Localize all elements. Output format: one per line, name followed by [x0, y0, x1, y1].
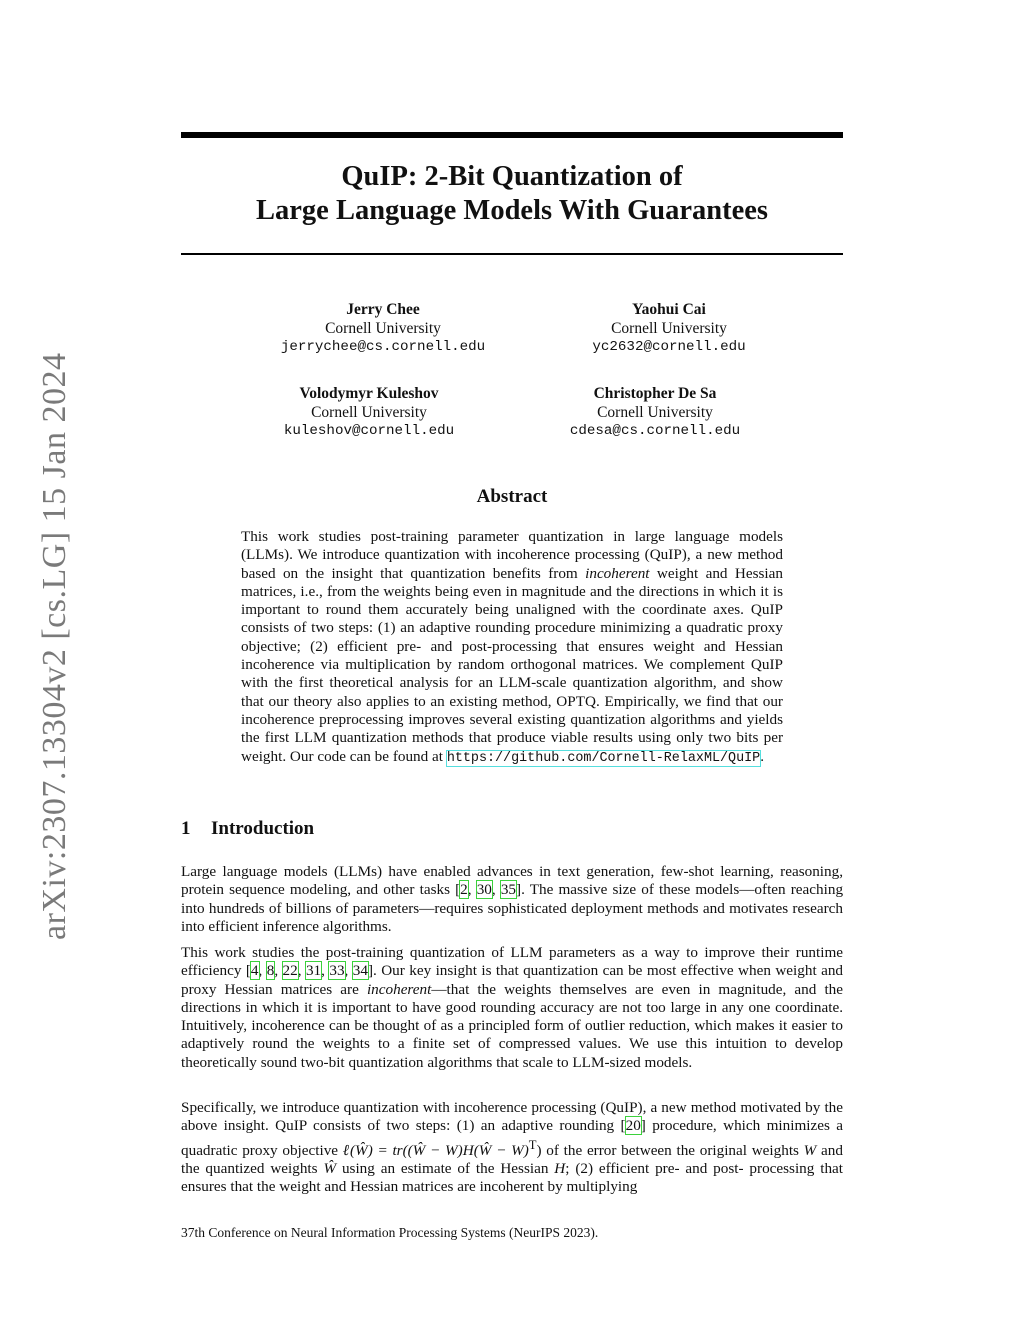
citation-link[interactable]: 30: [476, 881, 492, 899]
abstract-text: weight and Hessian matrices, i.e., from the weights being even in magnitude and the directions in which it is important to round them accurately being unaligned with the coordinate axes. QuIP consists of two steps: (1) an adaptive rounding procedure minimizing a quadratic proxy objective; (2) efficient pre- and post-processing that ensures weight and Hessian incoherence via multiplication by random orthogonal matrices. We complement QuIP with the first theoretical analysis for an LLM-scale quantization algorithm, and show that our theory also applies to an existing method, OPTQ. Empirically, we find that our incoherence preprocessing improves several existing quantization algorithms and yields the first LLM quantization methods that produce viable results using only two bits per weight. Our code can be found at: [241, 564, 783, 765]
citation-link[interactable]: 35: [500, 881, 517, 899]
para-text: ]. Our key insight is that quantization can be most effective when weight and proxy Hessian matrices are: [181, 962, 844, 998]
abstract-emphasis: incoherent: [585, 564, 650, 582]
author-block: [505, 385, 805, 441]
author-affiliation: Cornell University: [611, 319, 727, 337]
section-number: 1: [181, 818, 191, 839]
para-emphasis: incoherent: [366, 980, 432, 998]
abstract-body: [241, 528, 783, 768]
para-text: ] procedure, which minimizes a quadratic proxy objective: [181, 1117, 843, 1159]
section-heading: [181, 818, 314, 840]
citation-link[interactable]: 4: [250, 962, 259, 980]
arxiv-side-identifier: arXiv:2307.13304v2 [cs.LG] 15 Jan 2024: [36, 352, 73, 940]
abstract-heading: Abstract: [476, 486, 548, 507]
para-text: and the quantized weights: [181, 1141, 843, 1177]
para-text: ]. The massive size of these models—often reaching into hundreds of billions of parameters—requires sophisticated deployment methods and motivates research into efficient inference algorithms.: [181, 881, 844, 935]
para-text: Large language models (LLMs) have enabled advances in text generation, few-shot learning, reasoning, protein sequence modeling, and other tasks [: [181, 863, 843, 899]
para-text: Specifically, we introduce quantization with incoherence processing (QuIP), a new method motivated by the above insight. QuIP consists of two steps: (1) an adaptive rounding [: [181, 1099, 843, 1135]
intro-paragraph-3: [181, 1099, 843, 1197]
paper-title: [181, 160, 843, 228]
author-name: Volodymyr Kuleshov: [299, 385, 439, 402]
math-symbol: W: [803, 1141, 817, 1159]
citation-link[interactable]: 2: [460, 881, 468, 899]
citation-link[interactable]: 20: [625, 1117, 641, 1135]
citation-link[interactable]: 22: [282, 962, 298, 980]
author-email[interactable]: yc2632@cornell.edu: [592, 339, 746, 355]
section-title: Introduction: [211, 818, 315, 839]
math-superscript: T: [528, 1137, 537, 1152]
title-line-1: QuIP: 2-Bit Quantization of: [341, 161, 683, 192]
math-expression: ℓ(Ŵ) = tr((Ŵ − W)H(Ŵ − W): [342, 1141, 529, 1159]
author-name: Yaohui Cai: [632, 301, 706, 318]
math-symbol: H: [554, 1159, 566, 1177]
author-affiliation: Cornell University: [597, 403, 713, 421]
author-block: [519, 301, 819, 357]
author-email[interactable]: kuleshov@cornell.edu: [283, 423, 455, 439]
title-line-2: Large Language Models With Guarantees: [256, 195, 768, 226]
para-text: —that the weights themselves are even in magnitude, and the directions in which it is important to have good rounding accuracy are not too large in any one coordinate. Intuitively, incoherence can be thought of as a principled form of outlier reduction, which makes it easier to adaptively round the weights to a finite set of compressed values. We use this intuition to develop theoretically sound two-bit quantization algorithms that scale to LLM-sized models.: [181, 980, 844, 1071]
para-text: ; (2) efficient pre- and post- processing that ensures that the weight and Hessian matrices are incoherent by multiplying: [181, 1159, 844, 1196]
conference-footnote: 37th Conference on Neural Information Processing Systems (NeurIPS 2023).: [181, 1225, 599, 1240]
abstract-text-end: .: [760, 747, 765, 765]
author-affiliation: Cornell University: [311, 403, 427, 421]
citation-link[interactable]: 31: [305, 962, 322, 980]
title-top-rule: [181, 132, 843, 138]
citation-link[interactable]: 33: [329, 962, 345, 980]
intro-paragraph-2: This work studies the post-training quantization of LLM parameters as a way to improve their runtime efficiency [4, 8, 22, 31, 33, 34]. Our key insight is that quantization can be most effective when weight and proxy Hessian matrices are incoherent—that the weights themselves are even in magnitude, and the directions in which it is important to have good rounding accuracy are not too large in any one coordinate. Intuitively, incoherence can be thought of as a principled form of outlier reduction, which makes it easier to adaptively round the weights to a finite set of compressed values. We use this intuition to develop theoretically sound two-bit quantization algorithms that scale to LLM-sized models.: [181, 944, 844, 1071]
author-email[interactable]: jerrychee@cs.cornell.edu: [280, 339, 486, 355]
author-name: Jerry Chee: [346, 301, 420, 318]
author-email[interactable]: cdesa@cs.cornell.edu: [569, 423, 741, 439]
citation-link[interactable]: 8: [266, 962, 275, 980]
citation-link[interactable]: 34: [352, 962, 368, 980]
code-link[interactable]: https://github.com/Cornell-RelaxML/QuIP: [446, 750, 761, 766]
math-symbol: Ŵ: [323, 1159, 337, 1177]
abstract-text: This work studies post-training parameter quantization in large language models (LLMs). We introduce quantization with incoherence processing (QuIP), a new method based on the insight that quantization benefits from: [241, 528, 783, 582]
para-text: using an estimate of the Hessian: [336, 1159, 555, 1177]
title-bottom-rule: [181, 253, 843, 255]
author-name: Christopher De Sa: [593, 385, 717, 402]
intro-paragraph-1: Large language models (LLMs) have enabled advances in text generation, few-shot learning, reasoning, protein sequence modeling, and other tasks [2, 30, 35]. The massive size of these models—often reaching into hundreds of billions of parameters—requires sophisticated deployment methods and motivates research into efficient inference algorithms.: [181, 863, 844, 935]
math-close: ): [536, 1141, 542, 1159]
author-block: [233, 301, 533, 357]
para-text: This work studies the post-training quantization of LLM parameters as a way to improve their runtime efficiency [: [181, 944, 843, 980]
author-block: [219, 385, 519, 441]
author-affiliation: Cornell University: [325, 319, 441, 337]
para-text: of the error between the original weights: [541, 1141, 804, 1159]
